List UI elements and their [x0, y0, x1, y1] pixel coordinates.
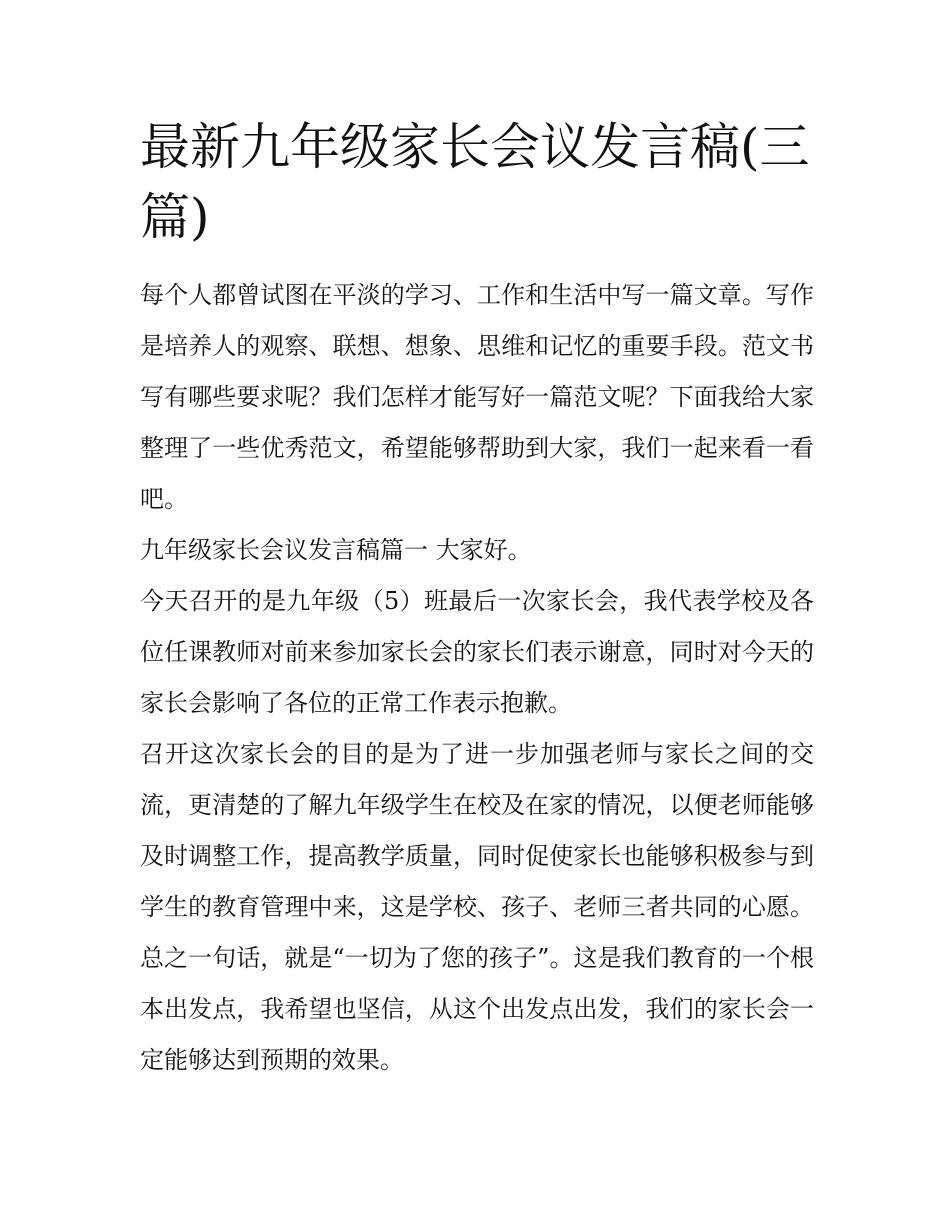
paragraph-welcome: 今天召开的是九年级（5）班最后一次家长会，我代表学校及各位任课教师对前来参加家长会的家长们表示谢意，同时对今天的家长会影响了各位的正常工作表示抱歉。: [140, 587, 814, 717]
paragraph-section-heading: 九年级家长会议发言稿篇一 大家好。: [140, 536, 532, 564]
document-content: [140, 112, 814, 1086]
paragraph-intro: 每个人都曾试图在平淡的学习、工作和生活中写一篇文章。写作是培养人的观察、联想、想象、思维和记忆的重要手段。范文书写有哪些要求呢？我们怎样才能写好一篇范文呢？下面我给大家整理了一些优秀范文，希望能够帮助到大家，我们一起来看一看吧。: [140, 281, 814, 513]
paragraph-purpose: 召开这次家长会的目的是为了进一步加强老师与家长之间的交流，更清楚的了解九年级学生在校及在家的情况，以便老师能够及时调整工作，提高教学质量，同时促使家长也能够积极参与到学生的教育管理中来，这是学校、孩子、老师三者共同的心愿。总之一句话，就是“一切为了您的孩子”。这是我们教育的一个根本出发点，我希望也坚信，从这个出发点出发，我们的家长会一定能够达到预期的效果。: [140, 740, 814, 1074]
document-title: 最新九年级家长会议发言稿(三篇): [140, 118, 810, 246]
document-body: [140, 270, 814, 1086]
